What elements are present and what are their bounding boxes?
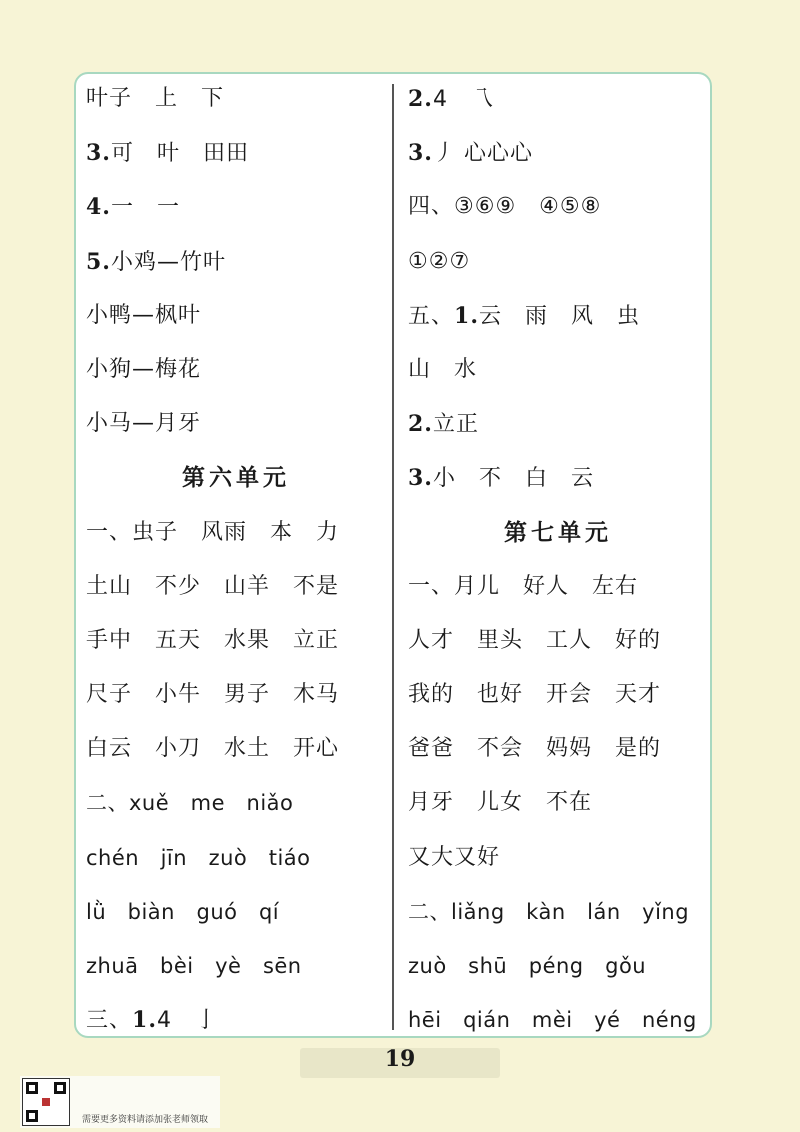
item-number: 2. [408, 86, 433, 112]
qr-code-icon [22, 1078, 70, 1126]
answer-text: 土山 不少 山羊 不是 [86, 573, 340, 599]
answer-line [86, 72, 386, 126]
answer-line [86, 885, 386, 939]
answer-line [86, 289, 386, 343]
answer-line [408, 831, 708, 885]
answer-line [86, 235, 386, 289]
column-divider [392, 84, 394, 1030]
answer-text: 云 雨 风 虫 [478, 303, 640, 329]
answer-line [86, 939, 386, 993]
answer-text: 一、虫子 风雨 本 力 [86, 519, 340, 545]
item-number: 3. [408, 465, 433, 492]
answer-line [86, 993, 386, 1047]
answer-prefix: 五、 [408, 303, 455, 329]
page-number: 19 [384, 1046, 416, 1072]
answer-text: 4 亅 [156, 1008, 218, 1034]
answer-text: 四、③⑥⑨ ④⑤⑧ [408, 194, 602, 220]
answer-line [408, 343, 708, 397]
answer-line [86, 180, 386, 234]
answer-text: 小马—月牙 [86, 411, 202, 437]
answer-line [408, 235, 708, 289]
item-number: 4. [86, 194, 111, 221]
answer-text: ①②⑦ [408, 248, 471, 274]
answer-line [86, 560, 386, 614]
answer-text: 山 水 [408, 356, 478, 382]
footer-note: 需要更多资料请添加张老师领取 [82, 1115, 209, 1125]
section-heading [408, 506, 708, 560]
answer-line [86, 614, 386, 668]
answer-text: 小鸭—枫叶 [86, 302, 202, 328]
answer-line [408, 668, 708, 722]
heading-text: 第六单元 [182, 465, 290, 492]
answer-text: 爸爸 不会 妈妈 是的 [408, 736, 662, 762]
answer-text: 小狗—梅花 [86, 356, 202, 382]
answer-line [408, 776, 708, 830]
answer-text: 月牙 儿女 不在 [408, 790, 593, 816]
left-column [86, 72, 386, 1047]
answer-text: hēi qián mèi yé néng [408, 1008, 697, 1033]
answer-text: 一 一 [110, 195, 180, 221]
answer-text: 二、xuě me niǎo [86, 791, 294, 816]
section-heading [86, 451, 386, 505]
answer-line [86, 397, 386, 451]
answer-text: 小 不 白 云 [432, 466, 594, 492]
item-number: 3. [408, 140, 433, 167]
answer-line [86, 126, 386, 180]
answer-line [86, 668, 386, 722]
answer-text: 立正 [432, 412, 479, 438]
answer-line [408, 939, 708, 993]
answer-text: 人才 里头 工人 好的 [408, 627, 662, 653]
answer-line [408, 72, 708, 126]
answer-line [408, 180, 708, 234]
answer-text: zhuā bèi yè sēn [86, 954, 302, 978]
item-number: 2. [408, 411, 433, 438]
answer-text: lǜ biàn guó qí [86, 899, 280, 924]
answer-text: zuò shū péng gǒu [408, 954, 647, 978]
answer-text: 我的 也好 开会 天才 [408, 682, 662, 708]
answer-line [408, 289, 708, 343]
answer-line [408, 126, 708, 180]
answer-line [408, 451, 708, 505]
answer-line [408, 722, 708, 776]
answer-text: chén jīn zuò tiáo [86, 845, 311, 870]
answer-text: 又大又好 [408, 844, 501, 870]
answer-text: 4 乁 [432, 87, 494, 112]
right-column [408, 72, 708, 1047]
answer-text: 叶子 上 下 [86, 86, 225, 111]
item-number: 5. [86, 248, 111, 275]
answer-line [86, 831, 386, 885]
answer-line [86, 506, 386, 560]
answer-line [86, 722, 386, 776]
answer-line [408, 885, 708, 939]
answer-text: 可 叶 田田 [110, 141, 249, 167]
answer-line [86, 343, 386, 397]
heading-text: 第七单元 [504, 519, 612, 546]
item-number: 1. [132, 1007, 157, 1034]
item-number: 3. [86, 140, 111, 167]
answer-text: 二、liǎng kàn lán yǐng [408, 899, 690, 924]
item-number: 1. [454, 302, 479, 329]
answer-line [408, 560, 708, 614]
answer-line [408, 993, 708, 1047]
answer-text: 一、月儿 好人 左右 [408, 573, 639, 599]
answer-prefix: 三、 [86, 1008, 133, 1034]
answer-line [408, 397, 708, 451]
answer-text: 小鸡—竹叶 [110, 249, 226, 275]
answer-text: 手中 五天 水果 立正 [86, 627, 340, 653]
answer-text: 白云 小刀 水土 开心 [86, 736, 340, 762]
answer-line [408, 614, 708, 668]
answer-text: 尺子 小牛 男子 木马 [86, 682, 340, 708]
answer-line [86, 776, 386, 830]
answer-text: 丿 心心心 [432, 141, 533, 167]
